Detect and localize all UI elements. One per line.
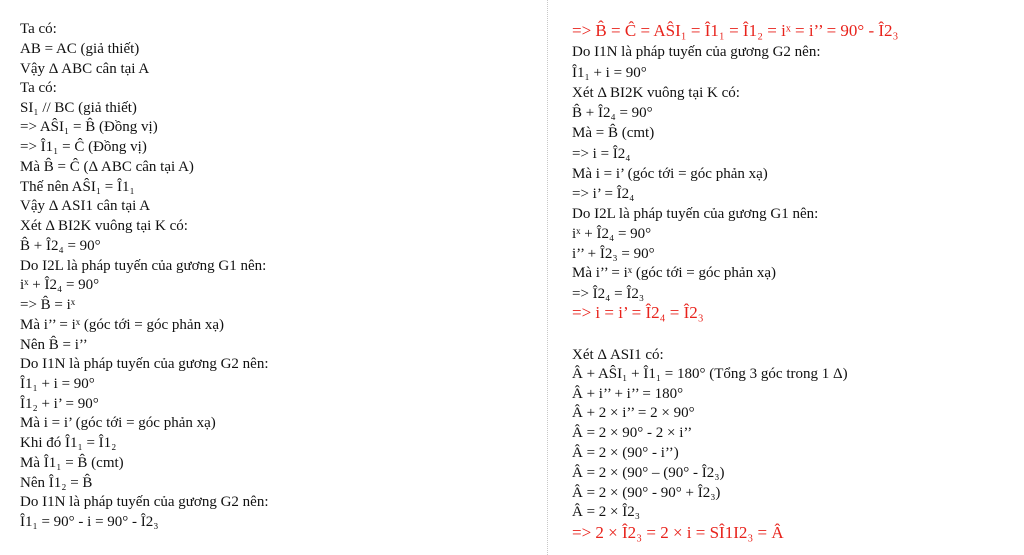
proof-line: Mà i’’ = iˣ (góc tới = góc phản xạ) (572, 265, 776, 281)
proof-line: => i = Î2₄ (572, 146, 631, 162)
column-divider (547, 0, 548, 555)
proof-line: => AŜI₁ = B̂ (Đồng vị) (20, 119, 158, 135)
proof-line: Î1₁ = 90° - i = 90° - Î2₃ (20, 514, 159, 530)
proof-line: Xét Δ BI2K vuông tại K có: (572, 85, 740, 101)
proof-line: i’’ + Î2₃ = 90° (572, 246, 655, 262)
proof-line: => Î2₄ = Î2₃ (572, 286, 645, 302)
proof-line: Â + i’’ + i’’ = 180° (572, 386, 684, 402)
proof-line: Mà B̂ = Ĉ (Δ ABC cân tại A) (20, 159, 194, 175)
conclusion-line: => i = i’ = Î2₄ = Î2₃ (572, 303, 704, 322)
proof-line: Mà = B̂ (cmt) (572, 125, 655, 141)
proof-line: Thế nên AŜI₁ = Î1₁ (20, 179, 135, 195)
proof-line: Â = 2 × (90° - 90° + Î2₃) (572, 485, 721, 501)
conclusion-line: => 2 × Î2₃ = 2 × i = SÎ1I2₃ = Â (572, 523, 784, 542)
proof-line: Â = 2 × (90° – (90° - Î2₃) (572, 465, 725, 481)
proof-line: Â + 2 × i’’ = 2 × 90° (572, 405, 695, 421)
proof-line: Î1₁ + i = 90° (572, 65, 647, 81)
proof-line: Do I1N là pháp tuyến của gương G2 nên: (20, 356, 269, 372)
proof-line: Ta có: (20, 21, 57, 37)
proof-line: Nên Î1₂ = B̂ (20, 475, 93, 491)
proof-line: Xét Δ ASI1 có: (572, 347, 664, 363)
proof-line: Xét Δ BI2K vuông tại K có: (20, 218, 188, 234)
proof-line: Â = 2 × Î2₃ (572, 504, 640, 520)
proof-line: Do I2L là pháp tuyến của gương G1 nên: (20, 258, 267, 274)
proof-line: Â + AŜI₁ + Î1₁ = 180° (Tổng 3 góc trong 1 Δ) (572, 366, 848, 382)
proof-line: Â = 2 × 90° - 2 × i’’ (572, 425, 693, 441)
proof-line: Do I1N là pháp tuyến của gương G2 nên: (572, 44, 821, 60)
conclusion-line: => B̂ = Ĉ = AŜI₁ = Î1₁ = Î1₂ = iˣ = i’’ = 90° - Î2₃ (572, 21, 899, 40)
proof-line: B̂ + Î2₄ = 90° (572, 105, 653, 121)
proof-line: Vậy Δ ASI1 cân tại A (20, 198, 151, 214)
proof-line: Mà i = i’ (góc tới = góc phản xạ) (572, 166, 768, 182)
proof-line: Â = 2 × (90° - i’’) (572, 445, 679, 461)
proof-line: => i’ = Î2₄ (572, 186, 635, 202)
proof-line: SI₁ // BC (giả thiết) (20, 100, 137, 116)
proof-line: Do I2L là pháp tuyến của gương G1 nên: (572, 206, 819, 222)
proof-line: Mà i’’ = iˣ (góc tới = góc phản xạ) (20, 317, 224, 333)
proof-line: AB = AC (giả thiết) (20, 41, 140, 57)
proof-line: Khi đó Î1₁ = Î1₂ (20, 435, 117, 451)
proof-line: => B̂ = iˣ (20, 297, 76, 313)
proof-line: Nên B̂ = i’’ (20, 337, 88, 353)
proof-line: Vậy Δ ABC cân tại A (20, 61, 150, 77)
proof-line: iˣ + Î2₄ = 90° (20, 277, 100, 293)
proof-line: Do I1N là pháp tuyến của gương G2 nên: (20, 494, 269, 510)
proof-line: => Î1₁ = Ĉ (Đồng vị) (20, 139, 147, 155)
proof-line: Î1₁ + i = 90° (20, 376, 95, 392)
proof-line: B̂ + Î2₄ = 90° (20, 238, 101, 254)
proof-line: iˣ + Î2₄ = 90° (572, 226, 652, 242)
proof-line: Mà Î1₁ = B̂ (cmt) (20, 455, 124, 471)
proof-line: Î1₂ + i’ = 90° (20, 396, 99, 412)
proof-line: Mà i = i’ (góc tới = góc phản xạ) (20, 415, 216, 431)
proof-line: Ta có: (20, 80, 57, 96)
